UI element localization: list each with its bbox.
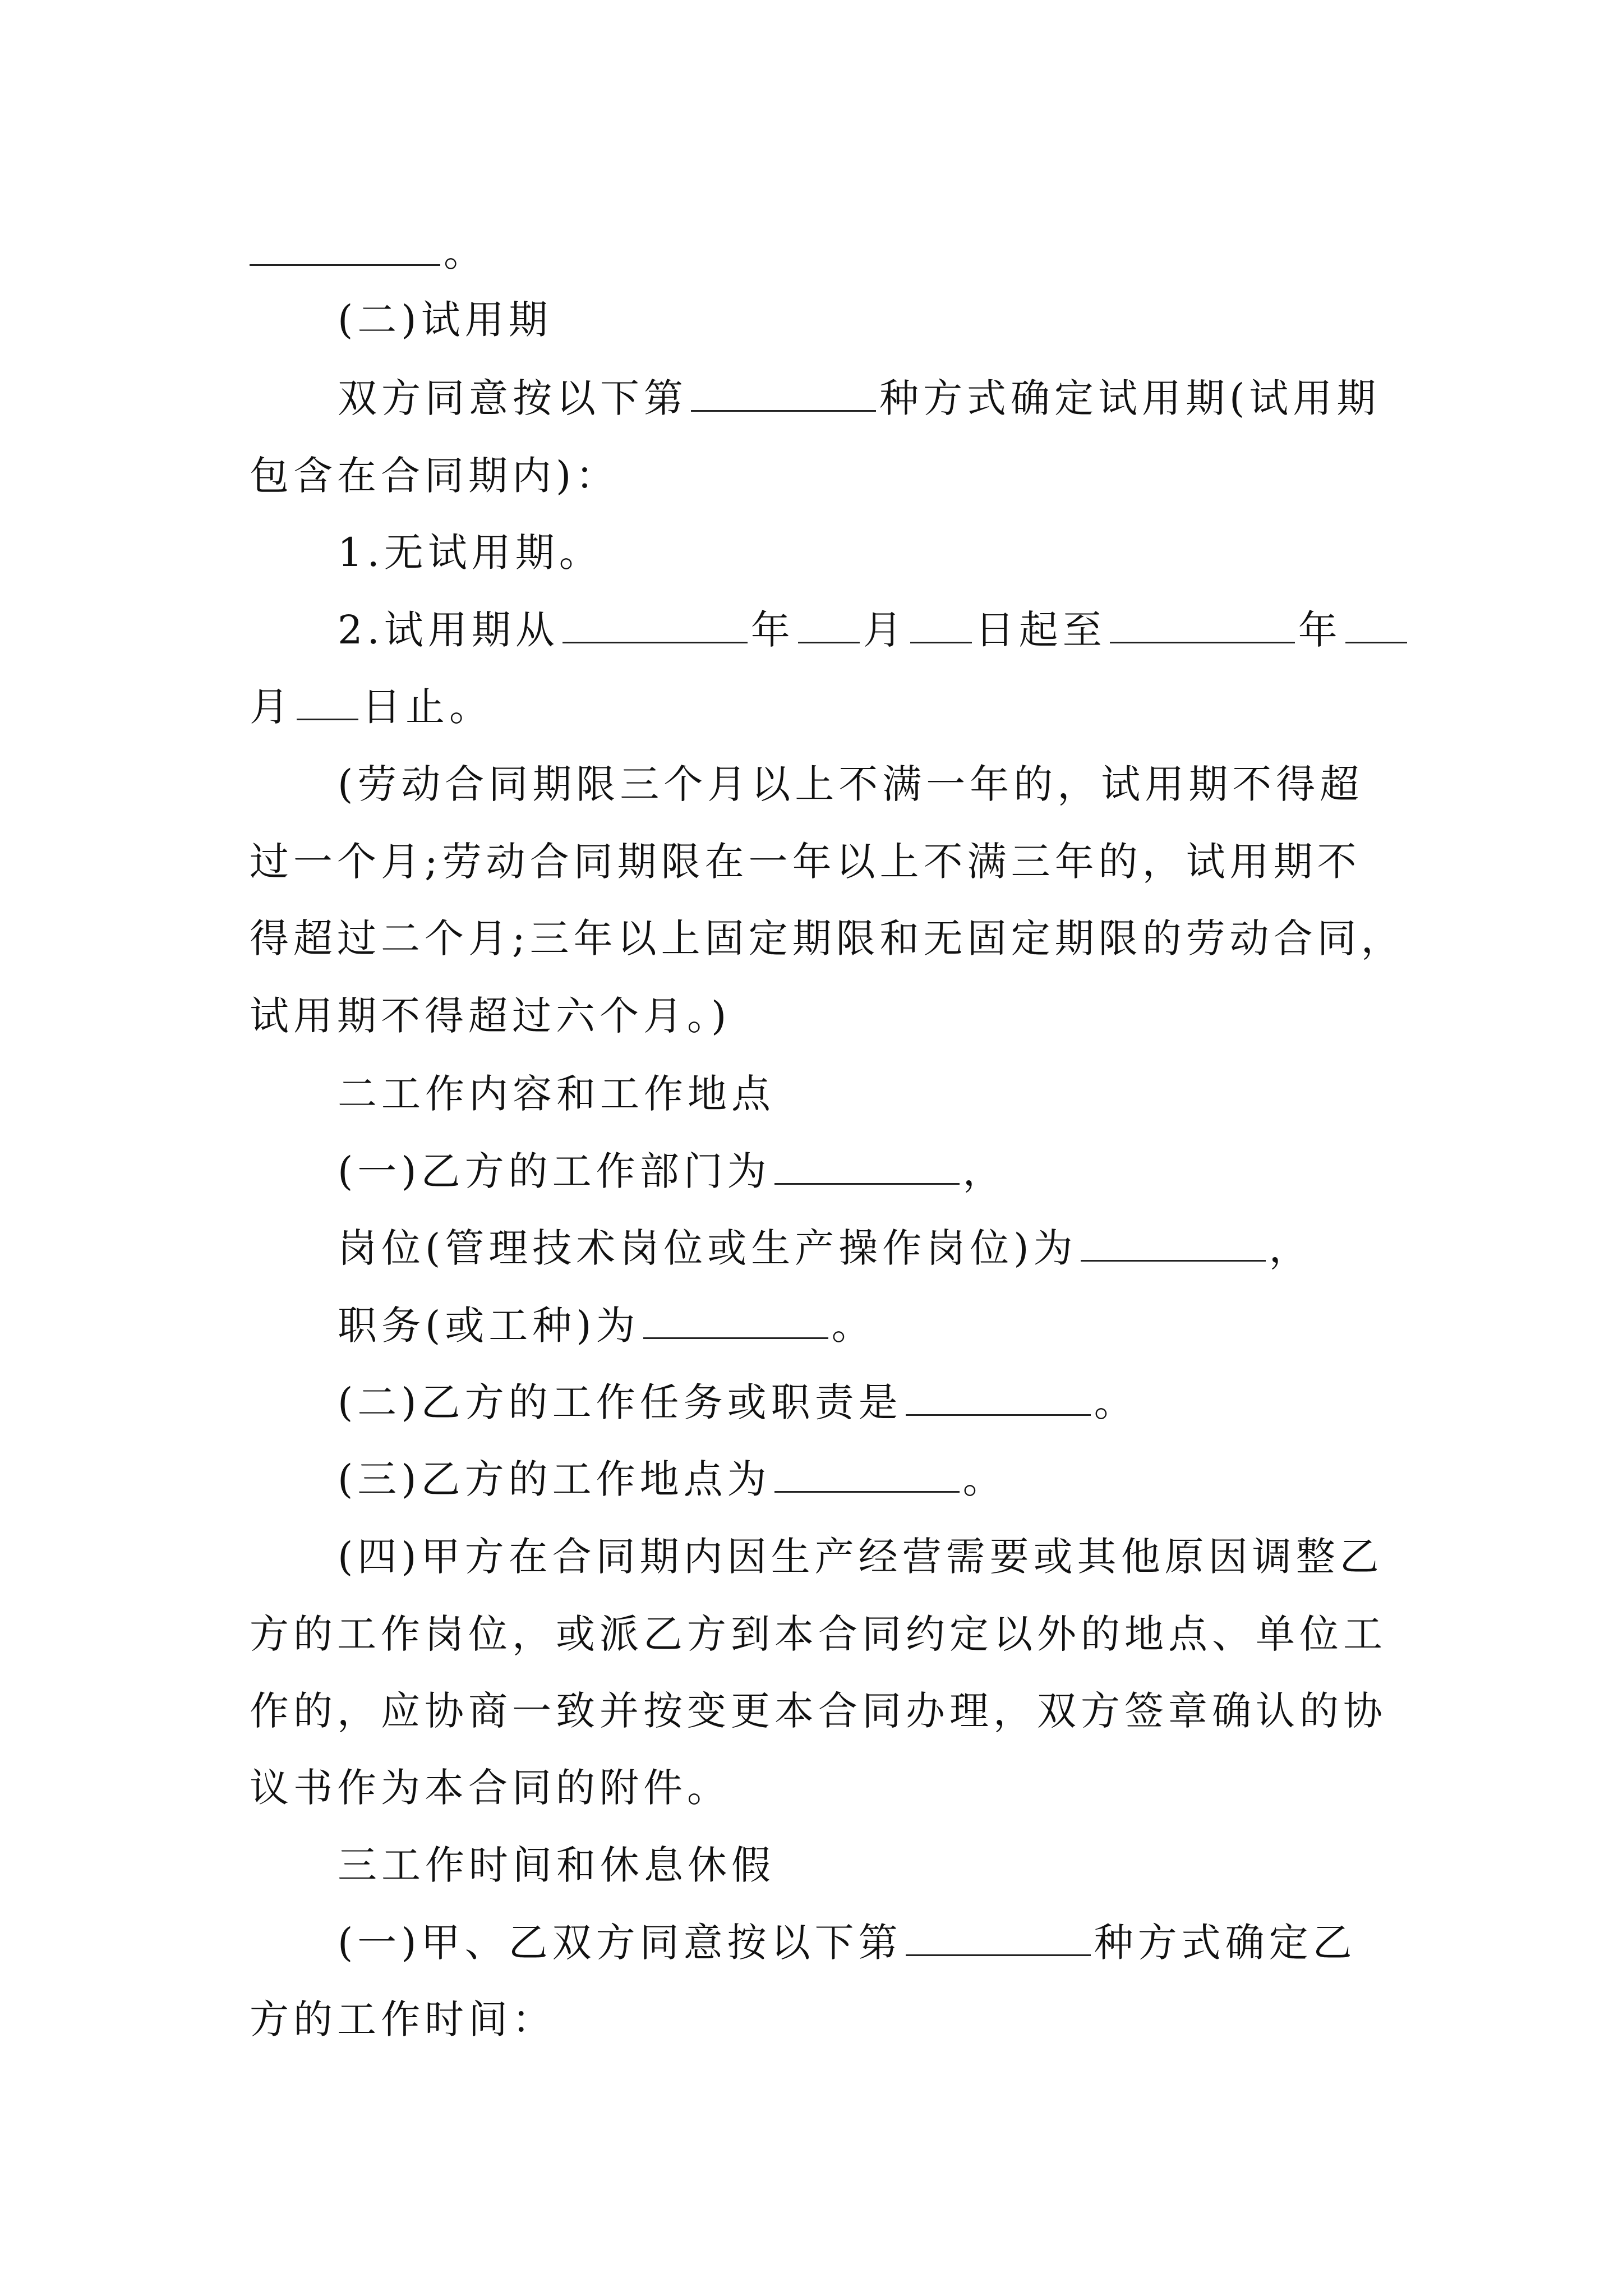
fill-in-blank[interactable] bbox=[1345, 609, 1407, 643]
text-line bbox=[338, 1917, 1357, 1968]
fill-in-blank[interactable] bbox=[774, 1151, 960, 1185]
text-line: 议书作为本合同的附件。 bbox=[250, 1765, 731, 1811]
list-item: 1.无试用期。 bbox=[338, 530, 603, 576]
section-heading: 三工作时间和休息休假 bbox=[338, 1842, 775, 1888]
text-segment: 。 bbox=[962, 1456, 1007, 1502]
text-segment: 月 bbox=[250, 684, 293, 730]
text-line: 作的，应协商一致并按变更本合同办理，双方签章确认的协 bbox=[250, 1688, 1387, 1734]
list-item bbox=[338, 605, 1410, 655]
text-line bbox=[338, 373, 1380, 424]
text-line: 得超过二个月;三年以上固定期限和无固定期限的劳动合同， bbox=[250, 915, 1405, 961]
text-segment: (一)甲、乙双方同意按以下第 bbox=[338, 1920, 902, 1966]
text-line bbox=[338, 1300, 875, 1351]
text-segment: (二)乙方的工作任务或职责是 bbox=[338, 1379, 902, 1425]
fill-in-blank[interactable] bbox=[691, 378, 876, 412]
text-line bbox=[338, 1146, 1007, 1197]
fill-in-blank[interactable] bbox=[906, 1922, 1091, 1956]
text-segment: 。 bbox=[1094, 1379, 1138, 1425]
text-line: 包含在合同期内)： bbox=[250, 453, 620, 499]
text-segment: 岗位(管理技术岗位或生产操作岗位)为 bbox=[338, 1225, 1077, 1271]
fill-in-blank[interactable] bbox=[798, 609, 860, 643]
text-segment: 月 bbox=[863, 607, 907, 653]
text-segment: (一)乙方的工作部门为 bbox=[338, 1148, 771, 1194]
section-heading: (二)试用期 bbox=[338, 297, 552, 343]
text-segment: 。 bbox=[831, 1303, 875, 1349]
text-line bbox=[338, 1377, 1138, 1428]
text-line: (劳动合同期限三个月以上不满一年的，试用期不得超 bbox=[338, 761, 1364, 807]
fill-in-blank[interactable] bbox=[1081, 1227, 1266, 1262]
text-line bbox=[338, 1223, 1313, 1273]
text-line: 方的工作时间： bbox=[250, 1996, 556, 2042]
fill-in-blank[interactable] bbox=[910, 609, 972, 643]
text-segment: 。 bbox=[444, 229, 487, 275]
fill-in-blank[interactable] bbox=[250, 232, 440, 266]
text-segment: 日起至 bbox=[975, 607, 1106, 653]
text-segment: ， bbox=[962, 1148, 1007, 1194]
text-segment: (三)乙方的工作地点为 bbox=[338, 1456, 771, 1502]
text-segment: 2.试用期从 bbox=[338, 607, 559, 653]
fill-in-blank[interactable] bbox=[774, 1458, 960, 1493]
fill-in-blank[interactable] bbox=[1110, 609, 1295, 643]
text-segment: 职务(或工种)为 bbox=[338, 1303, 640, 1349]
text-segment: 年 bbox=[750, 607, 795, 653]
fill-in-blank[interactable] bbox=[297, 686, 358, 720]
text-line bbox=[338, 1454, 1007, 1504]
text-segment: ， bbox=[1269, 1225, 1313, 1271]
text-line bbox=[250, 682, 493, 732]
text-line: 方的工作岗位，或派乙方到本合同约定以外的地点、单位工 bbox=[250, 1611, 1387, 1657]
text-segment: 年 bbox=[1298, 607, 1342, 653]
text-line: 过一个月;劳动合同期限在一年以上不满三年的，试用期不 bbox=[250, 839, 1361, 885]
text-segment: 日止。 bbox=[362, 684, 493, 730]
text-line bbox=[250, 227, 487, 278]
fill-in-blank[interactable] bbox=[562, 609, 748, 643]
fill-in-blank[interactable] bbox=[906, 1382, 1091, 1416]
text-segment: 种方式确定试用期(试用期 bbox=[879, 375, 1381, 421]
text-segment: 双方同意按以下第 bbox=[338, 375, 688, 421]
fill-in-blank[interactable] bbox=[643, 1305, 828, 1339]
section-heading: 二工作内容和工作地点 bbox=[338, 1071, 775, 1117]
text-line: (四)甲方在合同期内因生产经营需要或其他原因调整乙 bbox=[338, 1534, 1384, 1580]
text-segment: 种方式确定乙 bbox=[1094, 1920, 1357, 1966]
text-line: 试用期不得超过六个月。) bbox=[250, 993, 731, 1039]
